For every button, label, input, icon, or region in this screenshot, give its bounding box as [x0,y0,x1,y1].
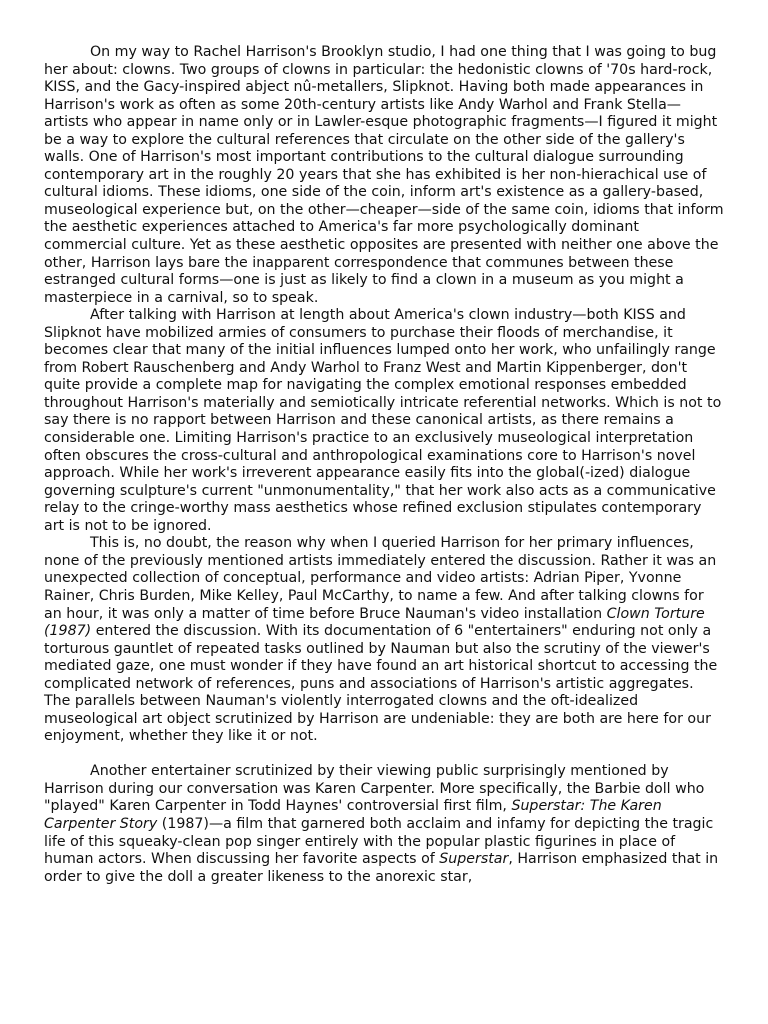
document-body [44,44,724,886]
paragraph-4-text-b: (1987)—a film that garnered both acclaim and infamy for depicting the tragic life of this squeaky-clean pop singer entirely with the popular plastic figurines in place of human actors. When discussing her favorite aspects of [44,816,714,868]
paragraph-3-text-b: entered the discussion. With its documentation of 6 "entertainers" enduring not only a torturous gauntlet of repeated tasks outlined by Nauman but also the scrutiny of the viewer's mediated gaze, one must wonder if they have found an art historical shortcut to accessing the complicated network of references, puns and associations of Harrison's artistic aggregates. The parallels between Nauman's violently interrogated clowns and the oft-idealized museological art object scrutinized by Harrison are undeniable: they are both are here for our enjoyment, whether they like it or not. [44,623,718,745]
artwork-title-clown-torture: Clown Torture (1987) [44,605,705,640]
paragraph-1 [44,44,724,307]
paragraph-2 [44,307,724,535]
paragraph-1-text: On my way to Rachel Harrison's Brooklyn studio, I had one thing that I was going to bug her about: clowns. Two groups of clowns in particular: the hedonistic clowns of '70s hard-rock, KISS, and the Gacy-inspired abject nû-metallers, Slipknot. Having both made appearances in Harrison's work as often as some 20th-century artists like Andy Warhol and Frank Stella—artists who appear in name only or in Lawler-esque photographic fragments—I figured it might be a way to explore the cultural references that circulate on the other side of the gallery's walls. One of Harrison's most important contributions to the cultural dialogue surrounding contemporary art in the roughly 20 years that she has exhibited is her non-hierachical use of cultural idioms. These idioms, one side of the coin, inform art's existence as a gallery-based, museological experience but, on the other—cheaper—side of the same coin, idioms that inform the aesthetic experiences attached to America's far more psychologically dominant commercial culture. Yet as these aesthetic opposites are presented with neither one above the other, Harrison lays bare the inapparent correspondence that communes between these estranged cultural forms—one is just as likely to find a clown in a museum as you might a masterpiece in a carnival, so to speak. [44,44,724,306]
film-title-superstar-full: Superstar: The Karen Carpenter Story [44,798,662,833]
paragraph-3 [44,535,724,746]
paragraph-2-text: After talking with Harrison at length about America's clown industry—both KISS and Slipknot have mobilized armies of consumers to purchase their floods of merchandise, it becomes clear that many of the initial influences lumped onto her work, who unfailingly range from Robert Rauschenberg and Andy Warhol to Franz West and Martin Kippenberger, don't quite provide a complete map for navigating the complex emotional responses embedded throughout Harrison's materially and semiotically intricate referential networks. Which is not to say there is no rapport between Harrison and these canonical artists, as there remains a considerable one. Limiting Harrison's practice to an exclusively museological interpretation often obscures the cross-cultural and anthropological examinations core to Harrison's novel approach. While her work's irreverent appearance easily fits into the global(-ized) dialogue governing sculpture's current "unmonumentality," that her work also acts as a communicative relay to the cringe-worthy mass aesthetics whose refined exclusion stipulates contemporary art is not to be ignored. [44,307,722,534]
paragraph-4 [44,763,724,886]
paragraph-3-text-a: This is, no doubt, the reason why when I queried Harrison for her primary influences, none of the previously mentioned artists immediately entered the discussion. Rather it was an unexpected collection of conceptual, performance and video artists: Adrian Piper, Yvonne Rainer, Chris Burden, Mike Kelley, Paul McCarthy, to name a few. And after talking clowns for an hour, it was only a matter of time before Bruce Nauman's video installation [44,535,717,622]
paragraph-4-text-c: , Harrison emphasized that in order to give the doll a greater likeness to the anorexic star, [44,851,719,885]
paragraph-4-text-a: Another entertainer scrutinized by their viewing public surprisingly mentioned by Harrison during our conversation was Karen Carpenter. More specifically, the Barbie doll who "played" Karen Carpenter in Todd Haynes' controversial first film, [44,763,705,815]
film-title-superstar: Superstar [439,851,509,868]
